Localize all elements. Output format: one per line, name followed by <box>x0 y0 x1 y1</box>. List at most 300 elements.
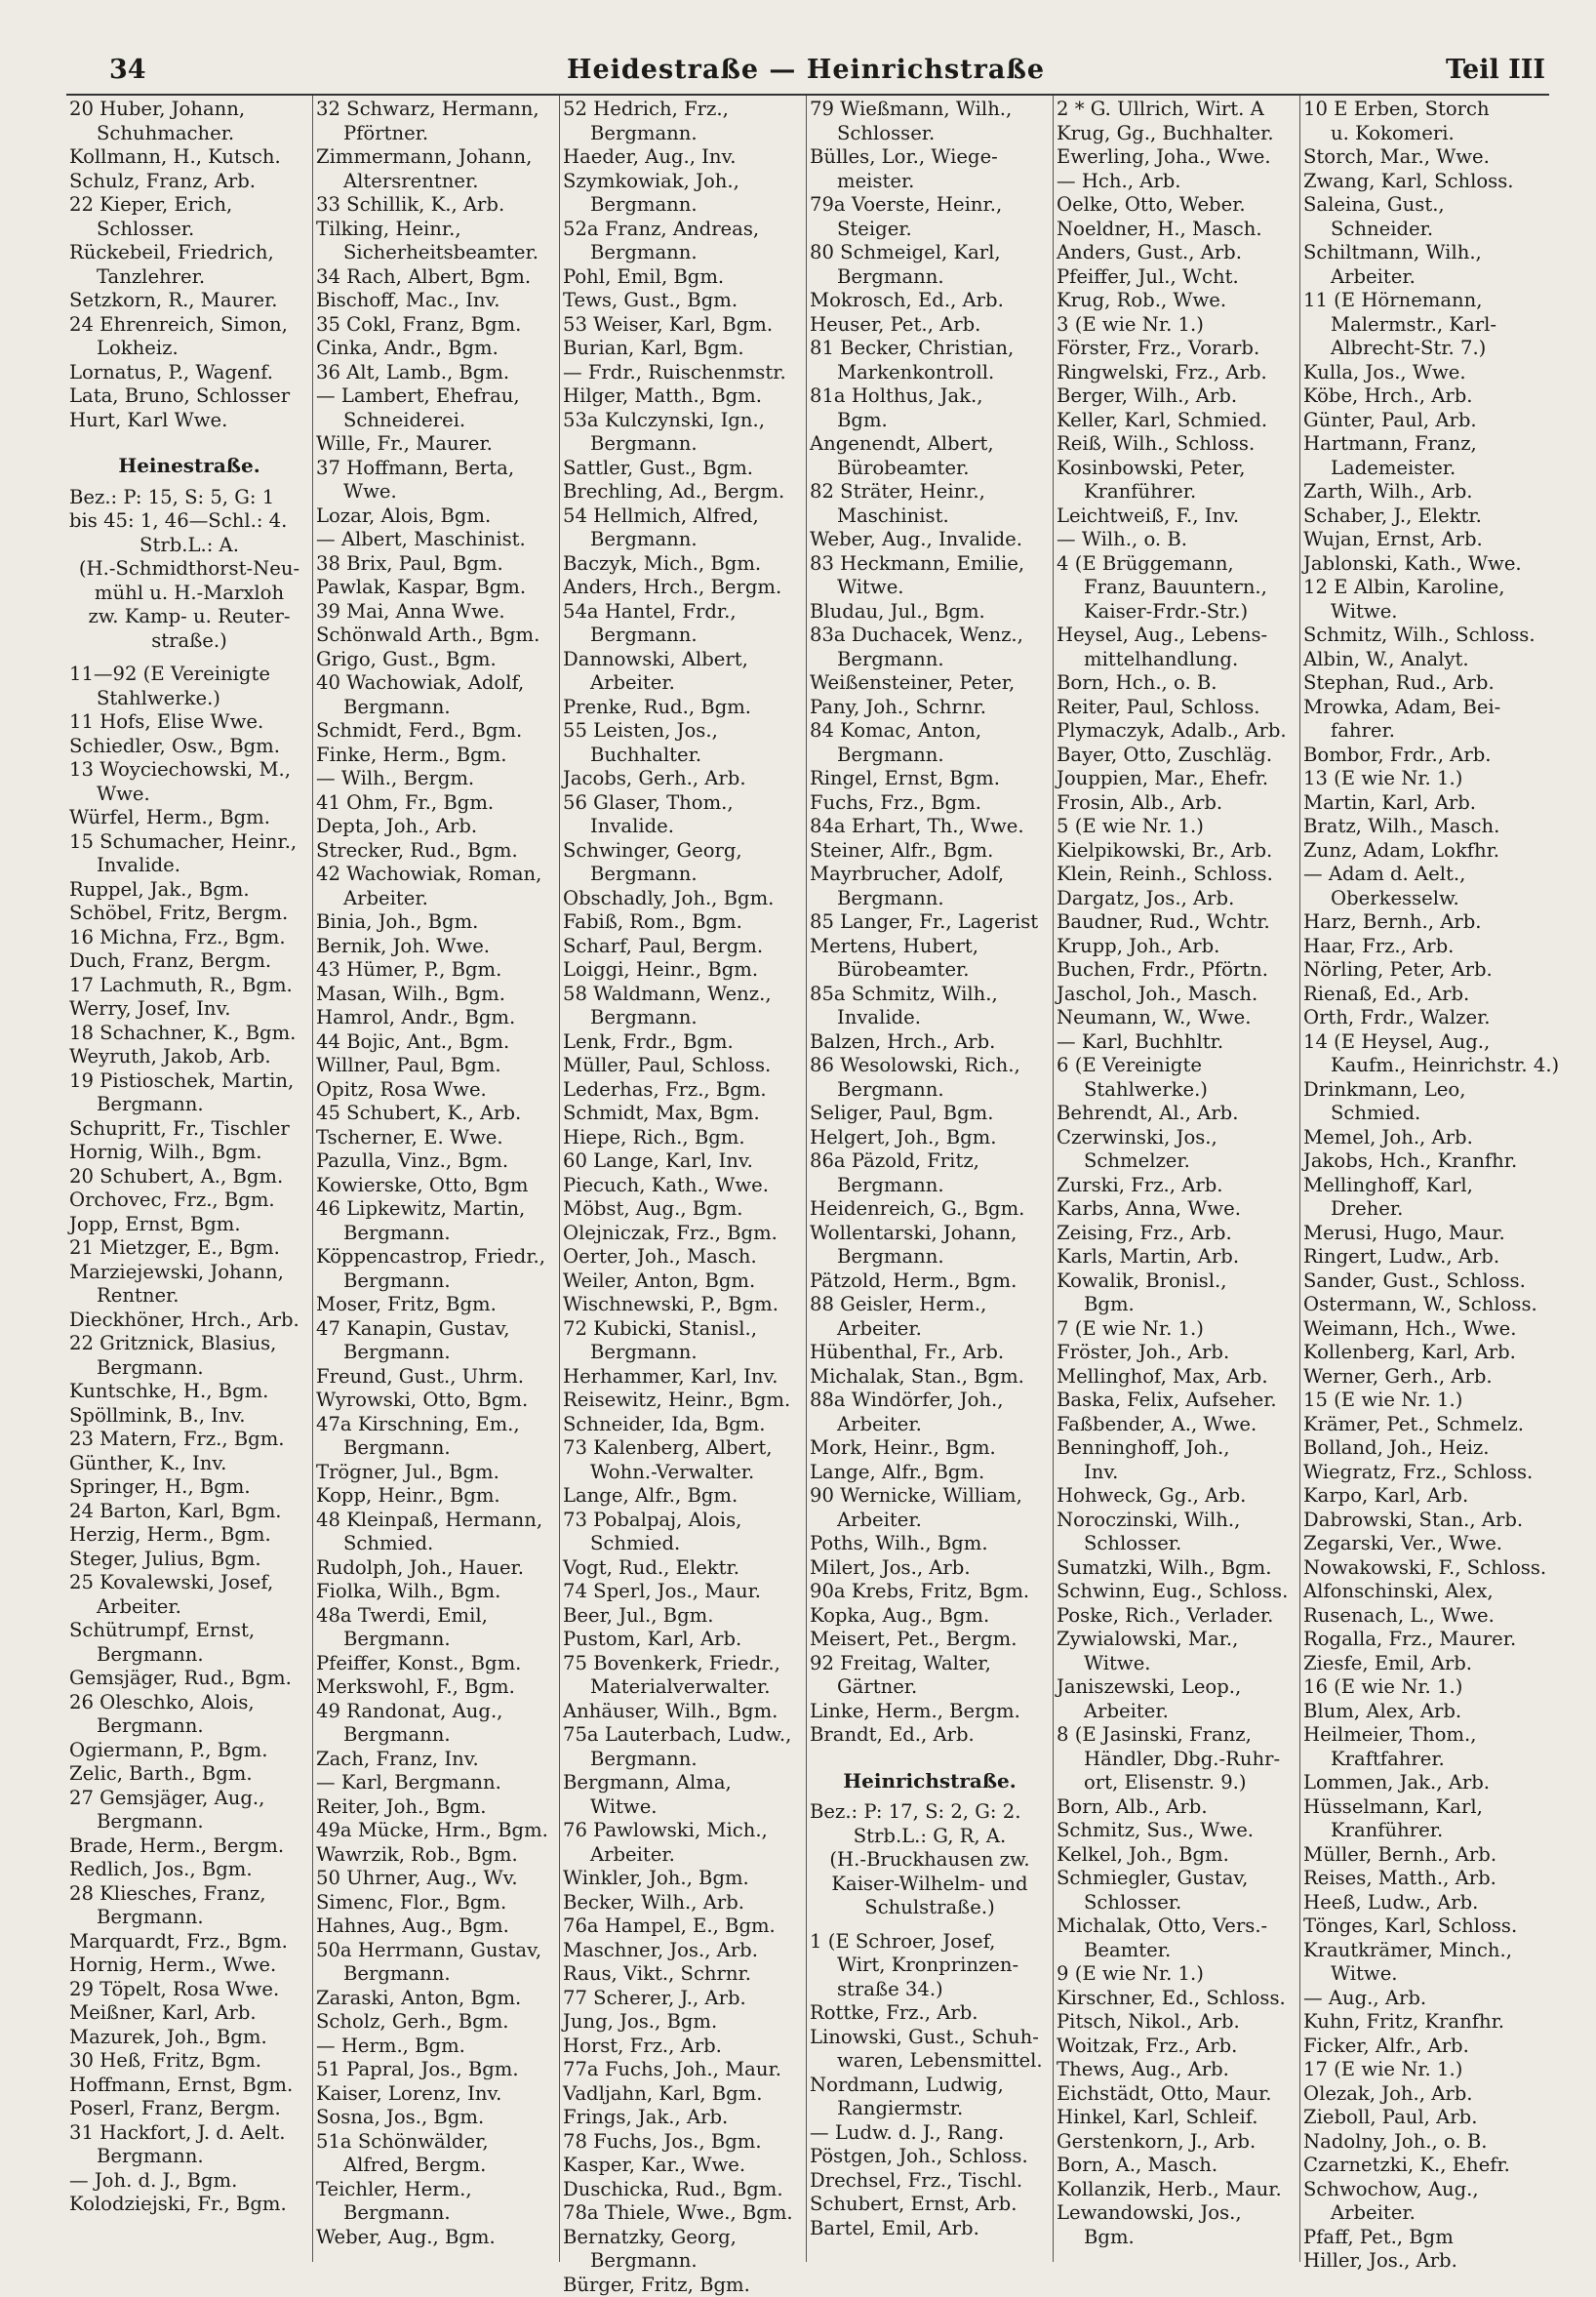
directory-entry: 92 Freitag, Walter, <box>810 1652 1050 1676</box>
directory-entry: Herhammer, Karl, Inv. <box>563 1365 803 1390</box>
directory-entry: Bergmann. <box>316 1962 556 1987</box>
directory-entry: Eichstädt, Otto, Maur. <box>1057 2082 1297 2107</box>
directory-entry: Bergmann. <box>69 2145 309 2169</box>
directory-entry: 49 Randonat, Aug., <box>316 1700 556 1724</box>
directory-entry: Bergmann. <box>316 1723 556 1748</box>
directory-entry: 86 Wesolowski, Rich., <box>810 1054 1050 1078</box>
directory-entry: Born, Alb., Arb. <box>1057 1795 1297 1820</box>
directory-entry: Bergmann. <box>563 432 803 457</box>
directory-entry: Freund, Gust., Uhrm. <box>316 1365 556 1390</box>
directory-entry: Noeldner, H., Masch. <box>1057 218 1297 242</box>
directory-entry: Lommen, Jak., Arb. <box>1303 1771 1544 1795</box>
directory-entry: 84a Erhart, Th., Wwe. <box>810 815 1050 839</box>
directory-entry: 90 Wernicke, William, <box>810 1484 1050 1509</box>
directory-entry: Müller, Bernh., Arb. <box>1303 1843 1544 1868</box>
directory-entry: Drinkmann, Leo, <box>1303 1078 1544 1103</box>
directory-entry: Simenc, Flor., Bgm. <box>316 1891 556 1915</box>
directory-entry: Schönwald Arth., Bgm. <box>316 624 556 648</box>
directory-entry: — Aug., Arb. <box>1303 1987 1544 2011</box>
directory-entry: Arbeiter. <box>810 1413 1050 1437</box>
directory-entry: 40 Wachowiak, Adolf, <box>316 671 556 696</box>
directory-entry: Kowalik, Bronisl., <box>1057 1269 1297 1294</box>
directory-entry: Pätzold, Herm., Bgm. <box>810 1269 1050 1294</box>
directory-entry: Materialverwalter. <box>563 1675 803 1700</box>
directory-entry: Redlich, Jos., Bgm. <box>69 1858 309 1882</box>
directory-entry: Loiggi, Heinr., Bgm. <box>563 958 803 983</box>
directory-entry: 56 Glaser, Thom., <box>563 791 803 816</box>
directory-entry: Depta, Joh., Arb. <box>316 815 556 839</box>
directory-entry: 37 Hoffmann, Berta, <box>316 457 556 481</box>
directory-entry: Cinka, Andr., Bgm. <box>316 337 556 361</box>
directory-entry: Michalak, Stan., Bgm. <box>810 1365 1050 1390</box>
directory-entry: 16 Michna, Frz., Bgm. <box>69 926 309 950</box>
directory-entry: 7 (E wie Nr. 1.) <box>1057 1317 1297 1342</box>
directory-entry: Pany, Joh., Schrnr. <box>810 696 1050 720</box>
directory-entry: Plymaczyk, Adalb., Arb. <box>1057 719 1297 744</box>
directory-entry: Bgm. <box>1057 2226 1297 2250</box>
directory-entry: Wollentarski, Johann, <box>810 1222 1050 1246</box>
directory-entry: Brade, Herm., Bergm. <box>69 1834 309 1859</box>
directory-entry: 77a Fuchs, Joh., Maur. <box>563 2058 803 2082</box>
directory-entry: Nowakowski, F., Schloss. <box>1303 1556 1544 1581</box>
directory-entry: 26 Oleschko, Alois, <box>69 1691 309 1715</box>
directory-entry: Jakobs, Hch., Kranfhr. <box>1303 1149 1544 1174</box>
directory-entry: Bergmann. <box>316 1269 556 1294</box>
directory-entry: Kosinbowski, Peter, <box>1057 457 1297 481</box>
column-6 <box>1300 96 1547 2262</box>
directory-entry: Oelke, Otto, Weber. <box>1057 193 1297 218</box>
directory-entry: Würfel, Herm., Bgm. <box>69 806 309 830</box>
directory-entry: Hurt, Karl Wwe. <box>69 409 309 433</box>
directory-entry: 16 (E wie Nr. 1.) <box>1303 1675 1544 1700</box>
directory-entry: Zunz, Adam, Lokfhr. <box>1303 839 1544 864</box>
directory-entry: Linke, Herm., Bergm. <box>810 1700 1050 1724</box>
directory-entry: Bergmann. <box>69 1093 309 1117</box>
directory-entry: Karls, Martin, Arb. <box>1057 1245 1297 1269</box>
directory-entry: 84 Komac, Anton, <box>810 719 1050 744</box>
directory-entry: 74 Sperl, Jos., Maur. <box>563 1580 803 1604</box>
directory-entry: Baudner, Rud., Wchtr. <box>1057 910 1297 935</box>
directory-entry: 6 (E Vereinigte <box>1057 1054 1297 1078</box>
directory-entry: Arbeiter. <box>1303 2201 1544 2226</box>
street-info-line: (H.-Bruckhausen zw. <box>810 1848 1050 1873</box>
directory-entry: Olezak, Joh., Arb. <box>1303 2082 1544 2107</box>
directory-entry: 39 Mai, Anna Wwe. <box>316 600 556 625</box>
page-title: Heidestraße — Heinrichstraße <box>66 55 1545 85</box>
directory-entry: Jablonski, Kath., Wwe. <box>1303 552 1544 577</box>
directory-entry: Mertens, Hubert, <box>810 935 1050 959</box>
directory-entry: — Karl, Buchhltr. <box>1057 1030 1297 1055</box>
street-info-line: Strb.L.: G, R, A. <box>810 1825 1050 1849</box>
directory-entry: Zarth, Wilh., Arb. <box>1303 480 1544 504</box>
directory-entry: Bombor, Frdr., Arb. <box>1303 744 1544 768</box>
directory-entry: Kopp, Heinr., Bgm. <box>316 1484 556 1509</box>
directory-entry: 25 Kovalewski, Josef, <box>69 1571 309 1595</box>
directory-entry: 18 Schachner, K., Bgm. <box>69 1022 309 1046</box>
directory-entry: — Herm., Bgm. <box>316 2035 556 2059</box>
directory-entry: Bergmann. <box>563 1748 803 1772</box>
directory-entry: Bergmann. <box>316 2201 556 2226</box>
directory-entry: Merkswohl, F., Bgm. <box>316 1675 556 1700</box>
directory-entry: Springer, H., Bgm. <box>69 1475 309 1500</box>
directory-entry: Bergmann. <box>316 1341 556 1365</box>
directory-entry: 10 E Erben, Storch <box>1303 98 1544 122</box>
directory-entry: 5 (E wie Nr. 1.) <box>1057 815 1297 839</box>
directory-entry: Bergmann. <box>69 1906 309 1930</box>
directory-entry: 13 Woyciechowski, M., <box>69 758 309 783</box>
directory-entry: 54a Hantel, Frdr., <box>563 600 803 625</box>
directory-entry: Arbeiter. <box>563 1843 803 1868</box>
directory-entry: Bergmann. <box>316 1222 556 1246</box>
directory-entry: Tscherner, E. Wwe. <box>316 1126 556 1150</box>
directory-entry: Werner, Gerh., Arb. <box>1303 1365 1544 1390</box>
directory-entry: Bergmann. <box>69 1810 309 1834</box>
directory-entry: Faßbender, A., Wwe. <box>1057 1413 1297 1437</box>
directory-entry: Hornig, Wilh., Bgm. <box>69 1141 309 1165</box>
directory-entry: Opitz, Rosa Wwe. <box>316 1078 556 1103</box>
directory-entry: Kraftfahrer. <box>1303 1748 1544 1772</box>
directory-entry: Bürobeamter. <box>810 457 1050 481</box>
directory-entry: 79a Voerste, Heinr., <box>810 193 1050 218</box>
directory-entry: Becker, Wilh., Arb. <box>563 1891 803 1915</box>
directory-entry: Hiepe, Rich., Bgm. <box>563 1126 803 1150</box>
directory-entry: Sander, Gust., Schloss. <box>1303 1269 1544 1294</box>
directory-entry: Bergmann. <box>563 122 803 146</box>
directory-entry: Haar, Frz., Arb. <box>1303 935 1544 959</box>
directory-entry: 9 (E wie Nr. 1.) <box>1057 1962 1297 1987</box>
directory-entry: Mayrbrucher, Adolf, <box>810 863 1050 887</box>
directory-entry: Lornatus, P., Wagenf. <box>69 361 309 385</box>
directory-entry: Spöllmink, B., Inv. <box>69 1404 309 1429</box>
directory-entry: 81a Holthus, Jak., <box>810 384 1050 409</box>
directory-entry: Rückebeil, Friedrich, <box>69 241 309 265</box>
directory-entry: Bergmann. <box>810 648 1050 672</box>
directory-entry: Schneiderei. <box>316 409 556 433</box>
directory-entry: Beamter. <box>1057 1939 1297 1963</box>
directory-entry: Schneider. <box>1303 218 1544 242</box>
directory-entry: Kowierske, Otto, Bgm <box>316 1174 556 1198</box>
directory-entry: Oerter, Joh., Masch. <box>563 1245 803 1269</box>
directory-entry: Sosna, Jos., Bgm. <box>316 2106 556 2130</box>
directory-entry: Vadljahn, Karl, Bgm. <box>563 2082 803 2107</box>
directory-entry: Schaber, J., Elektr. <box>1303 504 1544 529</box>
directory-entry: Schupritt, Fr., Tischler <box>69 1117 309 1142</box>
directory-entry: Schütrumpf, Ernst, <box>69 1619 309 1643</box>
directory-entry: 79 Wießmann, Wilh., <box>810 98 1050 122</box>
directory-entry: Mork, Heinr., Bgm. <box>810 1436 1050 1461</box>
directory-entry: Karpo, Karl, Arb. <box>1303 1484 1544 1509</box>
directory-entry: Bergmann. <box>316 696 556 720</box>
directory-entry: Neumann, W., Wwe. <box>1057 1006 1297 1030</box>
page-number: 34 <box>109 55 146 85</box>
directory-entry: Bergmann. <box>69 1714 309 1739</box>
directory-entry: Duch, Franz, Bergm. <box>69 949 309 974</box>
directory-entry: 8 (E Jasinski, Franz, <box>1057 1723 1297 1748</box>
directory-entry: Pustom, Karl, Arb. <box>563 1628 803 1652</box>
directory-entry: Reisewitz, Heinr., Bgm. <box>563 1389 803 1413</box>
directory-entry: Oberkesselw. <box>1303 887 1544 911</box>
directory-entry: 50a Herrmann, Gustav, <box>316 1939 556 1963</box>
directory-entry: Bürobeamter. <box>810 958 1050 983</box>
directory-columns <box>66 94 1549 2262</box>
directory-entry: Trögner, Jul., Bgm. <box>316 1461 556 1485</box>
directory-entry: Haeder, Aug., Inv. <box>563 145 803 170</box>
directory-entry: Kuntschke, H., Bgm. <box>69 1380 309 1404</box>
directory-entry: Klein, Reinh., Schloss. <box>1057 863 1297 887</box>
directory-entry: Fiolka, Wilh., Bgm. <box>316 1580 556 1604</box>
directory-entry: Willner, Paul, Bgm. <box>316 1054 556 1078</box>
directory-entry: 60 Lange, Karl, Inv. <box>563 1149 803 1174</box>
directory-entry: 78 Fuchs, Jos., Bgm. <box>563 2130 803 2155</box>
directory-entry: Wirt, Kronprinzen- <box>810 1954 1050 1978</box>
part-label: Teil III <box>1446 55 1545 85</box>
directory-entry: Lewandowski, Jos., <box>1057 2201 1297 2226</box>
directory-entry: Kelkel, Joh., Bgm. <box>1057 1843 1297 1868</box>
directory-entry: Heysel, Aug., Lebens- <box>1057 624 1297 648</box>
directory-entry: Bgm. <box>810 409 1050 433</box>
directory-entry: Bernik, Joh. Wwe. <box>316 935 556 959</box>
directory-entry: Balzen, Hrch., Arb. <box>810 1030 1050 1055</box>
directory-entry: Pazulla, Vinz., Bgm. <box>316 1149 556 1174</box>
directory-entry: Ziesfe, Emil, Arb. <box>1303 1652 1544 1676</box>
directory-entry: Setzkorn, R., Maurer. <box>69 289 309 313</box>
directory-entry: Maschinist. <box>810 504 1050 529</box>
directory-entry: Albin, W., Analyt. <box>1303 648 1544 672</box>
directory-entry: 52a Franz, Andreas, <box>563 218 803 242</box>
directory-entry: Frosin, Alb., Arb. <box>1057 791 1297 816</box>
directory-entry: Franz, Bauuntern., <box>1057 576 1297 600</box>
directory-entry: Rentner. <box>69 1284 309 1309</box>
directory-entry: Jung, Jos., Bgm. <box>563 2010 803 2035</box>
directory-entry: Heeß, Ludw., Arb. <box>1303 1891 1544 1915</box>
directory-entry: Bergmann. <box>810 265 1050 290</box>
directory-entry: Keller, Karl, Schmied. <box>1057 409 1297 433</box>
directory-entry: Pförtner. <box>316 122 556 146</box>
directory-entry: u. Kokomeri. <box>1303 122 1544 146</box>
directory-entry: 44 Bojic, Ant., Bgm. <box>316 1030 556 1055</box>
directory-entry: Michalak, Otto, Vers.- <box>1057 1914 1297 1939</box>
directory-entry: Markenkontroll. <box>810 361 1050 385</box>
directory-entry: Zaraski, Anton, Bgm. <box>316 1987 556 2011</box>
directory-entry: mittelhandlung. <box>1057 648 1297 672</box>
directory-entry: Lokheiz. <box>69 337 309 361</box>
directory-entry: Gerstenkorn, J., Arb. <box>1057 2130 1297 2155</box>
directory-entry: Wohn.-Verwalter. <box>563 1461 803 1485</box>
directory-entry: Czarnetzki, K., Ehefr. <box>1303 2154 1544 2178</box>
directory-entry: Burian, Karl, Bgm. <box>563 337 803 361</box>
directory-entry: Hartmann, Franz, <box>1303 432 1544 457</box>
directory-entry: Inv. <box>1057 1461 1297 1485</box>
directory-entry: Rangiermstr. <box>810 2097 1050 2121</box>
directory-entry: Rienaß, Ed., Arb. <box>1303 983 1544 1007</box>
directory-entry: 78a Thiele, Wwe., Bgm. <box>563 2201 803 2226</box>
directory-entry: Bülles, Lor., Wiege- <box>810 145 1050 170</box>
directory-entry: 53a Kulczynski, Ign., <box>563 409 803 433</box>
directory-entry: Schmitz, Sus., Wwe. <box>1057 1819 1297 1843</box>
directory-entry: Köbe, Hrch., Arb. <box>1303 384 1544 409</box>
directory-entry: Bergmann. <box>563 2249 803 2274</box>
directory-entry: 83a Duchacek, Wenz., <box>810 624 1050 648</box>
directory-entry: Altersrentner. <box>316 170 556 194</box>
directory-entry: 49a Mücke, Hrm., Bgm. <box>316 1819 556 1843</box>
directory-entry: Krug, Gg., Buchhalter. <box>1057 122 1297 146</box>
directory-entry: Arbeiter. <box>563 671 803 696</box>
directory-entry: Schlosser. <box>69 218 309 242</box>
directory-entry: Ewerling, Joha., Wwe. <box>1057 145 1297 170</box>
street-heading: Heinrichstraße. <box>810 1769 1050 1793</box>
directory-entry: Baska, Felix, Aufseher. <box>1057 1389 1297 1413</box>
directory-entry: Martin, Karl, Arb. <box>1303 791 1544 816</box>
directory-entry: Bernatzky, Georg, <box>563 2226 803 2250</box>
directory-entry: Rottke, Frz., Arb. <box>810 2001 1050 2026</box>
directory-entry: Merusi, Hugo, Maur. <box>1303 1222 1544 1246</box>
directory-entry: 85 Langer, Fr., Lagerist <box>810 910 1050 935</box>
directory-entry: Brandt, Ed., Arb. <box>810 1723 1050 1748</box>
directory-entry: Wawrzik, Rob., Bgm. <box>316 1843 556 1868</box>
directory-entry: 48a Twerdi, Emil, <box>316 1604 556 1629</box>
directory-entry: Born, Hch., o. B. <box>1057 671 1297 696</box>
directory-entry: Finke, Herm., Bgm. <box>316 744 556 768</box>
directory-entry: 22 Gritznick, Blasius, <box>69 1332 309 1356</box>
directory-entry: Meisert, Pet., Bergm. <box>810 1628 1050 1652</box>
directory-entry: Krämer, Pet., Schmelz. <box>1303 1413 1544 1437</box>
directory-entry: Leichtweiß, F., Inv. <box>1057 504 1297 529</box>
directory-entry: Malermstr., Karl- <box>1303 313 1544 338</box>
directory-entry: Pöstgen, Joh., Schloss. <box>810 2145 1050 2169</box>
directory-entry: Bergmann. <box>810 744 1050 768</box>
directory-entry: 17 Lachmuth, R., Bgm. <box>69 974 309 998</box>
directory-entry: — Ludw. d. J., Rang. <box>810 2121 1050 2146</box>
directory-entry: Poserl, Franz, Bergm. <box>69 2097 309 2121</box>
street-info-line: Schulstraße.) <box>810 1896 1050 1920</box>
directory-entry: Bergmann. <box>810 1174 1050 1198</box>
directory-entry: 80 Schmeigel, Karl, <box>810 241 1050 265</box>
directory-entry: 42 Wachowiak, Roman, <box>316 863 556 887</box>
directory-entry: Reiter, Paul, Schloss. <box>1057 696 1297 720</box>
directory-entry: 73 Pobalpaj, Alois, <box>563 1509 803 1533</box>
directory-entry: Marquardt, Frz., Bgm. <box>69 1930 309 1954</box>
directory-entry: Invalide. <box>563 815 803 839</box>
directory-entry: Möbst, Aug., Bgm. <box>563 1197 803 1222</box>
directory-entry: Benninghoff, Joh., <box>1057 1436 1297 1461</box>
directory-entry: 3 (E wie Nr. 1.) <box>1057 313 1297 338</box>
directory-entry: Hoffmann, Ernst, Bgm. <box>69 2074 309 2098</box>
directory-entry: 86a Päzold, Fritz, <box>810 1149 1050 1174</box>
directory-entry: Invalide. <box>69 854 309 878</box>
column-4 <box>807 96 1054 2262</box>
directory-entry: Invalide. <box>810 1006 1050 1030</box>
directory-entry: Schmidt, Ferd., Bgm. <box>316 719 556 744</box>
directory-entry: 76a Hampel, E., Bgm. <box>563 1914 803 1939</box>
directory-entry: Brechling, Ad., Bergm. <box>563 480 803 504</box>
directory-entry: Kopka, Aug., Bgm. <box>810 1604 1050 1629</box>
directory-entry: Woitzak, Frz., Arb. <box>1057 2035 1297 2059</box>
directory-entry: Seliger, Paul, Bgm. <box>810 1102 1050 1126</box>
directory-entry: Wyrowski, Otto, Bgm. <box>316 1389 556 1413</box>
directory-entry: Bayer, Otto, Zuschläg. <box>1057 744 1297 768</box>
directory-entry: Dargatz, Jos., Arb. <box>1057 887 1297 911</box>
directory-entry: 36 Alt, Lamb., Bgm. <box>316 361 556 385</box>
directory-entry: Ringwelski, Frz., Arb. <box>1057 361 1297 385</box>
directory-entry: Drechsel, Frz., Tischl. <box>810 2169 1050 2194</box>
directory-entry: Dannowski, Albert, <box>563 648 803 672</box>
directory-entry: 48 Kleinpaß, Hermann, <box>316 1509 556 1533</box>
directory-entry: Köppencastrop, Friedr., <box>316 1245 556 1269</box>
directory-entry: Zywialowski, Mar., <box>1057 1628 1297 1652</box>
directory-entry: Angenendt, Albert, <box>810 432 1050 457</box>
directory-entry: Händler, Dbg.-Ruhr- <box>1057 1748 1297 1772</box>
directory-entry: Gärtner. <box>810 1675 1050 1700</box>
directory-entry: Bergmann. <box>563 624 803 648</box>
directory-entry: 30 Heß, Fritz, Bgm. <box>69 2049 309 2074</box>
directory-entry: Scharf, Paul, Bergm. <box>563 935 803 959</box>
directory-entry: — Adam d. Aelt., <box>1303 863 1544 887</box>
directory-entry: Ringel, Ernst, Bgm. <box>810 767 1050 791</box>
directory-entry: Jopp, Ernst, Bgm. <box>69 1213 309 1237</box>
directory-entry: Binia, Joh., Bgm. <box>316 910 556 935</box>
directory-entry: Bergmann. <box>810 1078 1050 1103</box>
directory-entry: Lenk, Frdr., Bgm. <box>563 1030 803 1055</box>
directory-entry: Kielpikowski, Br., Arb. <box>1057 839 1297 864</box>
directory-entry: Kranführer. <box>1057 480 1297 504</box>
directory-entry: — Wilh., Bergm. <box>316 767 556 791</box>
directory-entry: 55 Leisten, Jos., <box>563 719 803 744</box>
directory-entry: Bgm. <box>1057 1293 1297 1317</box>
directory-entry: 11 (E Hörnemann, <box>1303 289 1544 313</box>
directory-entry: Bergmann. <box>810 1245 1050 1269</box>
directory-entry: Lange, Alfr., Bgm. <box>810 1461 1050 1485</box>
directory-entry: 19 Pistioschek, Martin, <box>69 1069 309 1094</box>
directory-entry: Poske, Rich., Verlader. <box>1057 1604 1297 1629</box>
directory-entry: waren, Lebensmittel. <box>810 2049 1050 2074</box>
directory-entry: Teichler, Herm., <box>316 2178 556 2202</box>
directory-entry: Wujan, Ernst, Arb. <box>1303 528 1544 552</box>
directory-entry: 34 Rach, Albert, Bgm. <box>316 265 556 290</box>
directory-entry: Arbeiter. <box>1303 265 1544 290</box>
directory-entry: Lademeister. <box>1303 457 1544 481</box>
directory-entry: 31 Hackfort, J. d. Aelt. <box>69 2121 309 2146</box>
directory-entry: 85a Schmitz, Wilh., <box>810 983 1050 1007</box>
directory-entry: Zach, Franz, Inv. <box>316 1748 556 1772</box>
directory-entry: Kaiser, Lorenz, Inv. <box>316 2082 556 2107</box>
directory-entry: Hahnes, Aug., Bgm. <box>316 1914 556 1939</box>
directory-entry: Bischoff, Mac., Inv. <box>316 289 556 313</box>
directory-entry: Hinkel, Karl, Schleif. <box>1057 2106 1297 2130</box>
directory-entry: Bergmann. <box>563 241 803 265</box>
directory-entry: Schmelzer. <box>1057 1149 1297 1174</box>
directory-entry: Stephan, Rud., Arb. <box>1303 671 1544 696</box>
directory-entry: Bez.: P: 15, S: 5, G: 1 <box>69 486 309 510</box>
directory-entry: Pitsch, Nikol., Arb. <box>1057 2010 1297 2035</box>
directory-entry: Kranführer. <box>1303 1819 1544 1843</box>
directory-entry: Scholz, Gerh., Bgm. <box>316 2010 556 2035</box>
directory-entry: Jaschol, Joh., Masch. <box>1057 983 1297 1007</box>
directory-entry: Schulz, Franz, Arb. <box>69 170 309 194</box>
directory-entry: Zieboll, Paul, Arb. <box>1303 2106 1544 2130</box>
directory-entry: Schiedler, Osw., Bgm. <box>69 735 309 759</box>
directory-entry: Witwe. <box>1303 1962 1544 1987</box>
street-info-line: mühl u. H.-Marxloh <box>69 582 309 606</box>
directory-entry: fahrer. <box>1303 719 1544 744</box>
directory-entry: Zwang, Karl, Schloss. <box>1303 170 1544 194</box>
directory-entry: Ostermann, W., Schloss. <box>1303 1293 1544 1317</box>
directory-entry: Poths, Wilh., Bgm. <box>810 1532 1050 1556</box>
directory-entry: Duschicka, Rud., Bgm. <box>563 2178 803 2202</box>
directory-entry: Pfaff, Pet., Bgm <box>1303 2226 1544 2250</box>
directory-entry: 27 Gemsjäger, Aug., <box>69 1787 309 1811</box>
directory-entry: Behrendt, Al., Arb. <box>1057 1102 1297 1126</box>
directory-entry: 76 Pawlowski, Mich., <box>563 1819 803 1843</box>
